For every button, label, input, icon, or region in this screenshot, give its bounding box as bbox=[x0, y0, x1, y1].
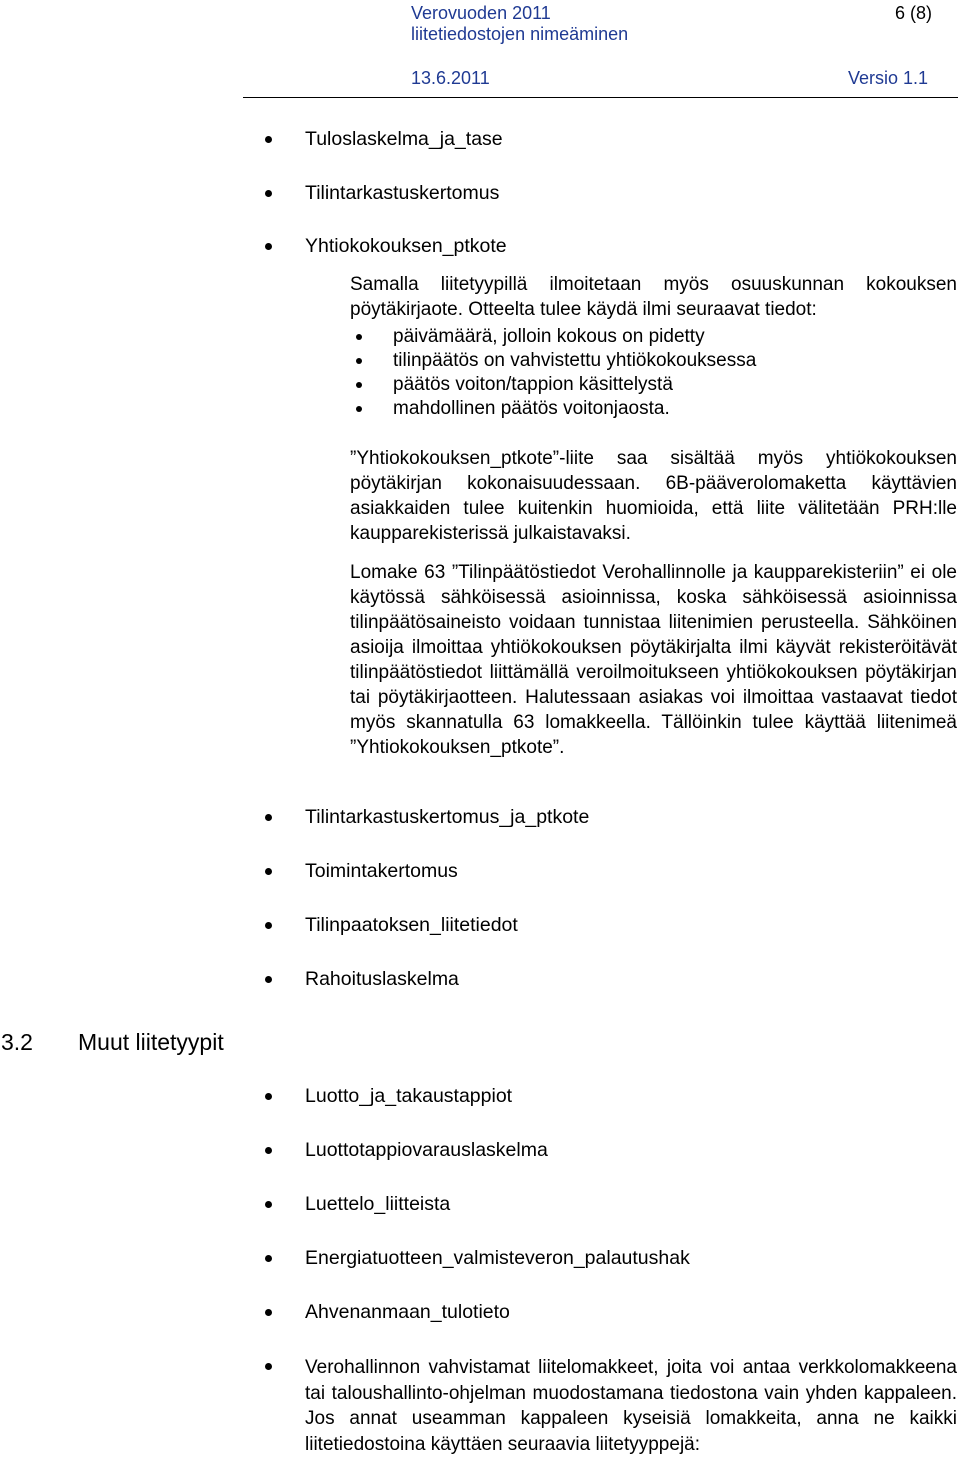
list-item: Rahoituslaskelma bbox=[305, 968, 459, 990]
sub-list-item: mahdollinen päätös voitonjaosta. bbox=[350, 397, 950, 421]
bullet-icon bbox=[356, 334, 362, 340]
list-item-paragraph: Verohallinnon vahvistamat liitelomakkeet, joita voi antaa verkkolomakkeena tai taloushallinto-ohjelman muodostamana tiedostona vain yhden kappaleen. Jos annat useamman kappaleen kyseisiä lomakkeita, anna ne kaikki liitetiedostoina käyttäen seuraavia liitetyyppejä: bbox=[305, 1357, 957, 1455]
bullet-icon bbox=[356, 358, 362, 364]
paragraph: ”Yhtiokokouksen_ptkote”-liite saa sisältää myös yhtiökokouksen pöytäkirjan kokonaisuudessaan. 6B-pääverolomaketta käyttävien asiakkaiden tulee kuitenkin huomioida, että liite välitetään PRH:lle kaupparekisterissä julkaistavaksi. bbox=[350, 448, 957, 544]
required-info-list bbox=[350, 325, 950, 421]
header-version: Versio 1.1 bbox=[848, 68, 929, 88]
list-item: Tuloslaskelma_ja_tase bbox=[305, 128, 503, 150]
sub-list-item: päivämäärä, jolloin kokous on pidetty bbox=[350, 325, 950, 349]
sub-list-item: tilinpäätös on vahvistettu yhtiökokouksessa bbox=[350, 349, 950, 373]
bullet-icon bbox=[265, 976, 272, 983]
intro-paragraph: Samalla liitetyypillä ilmoitetaan myös osuuskunnan kokouksen pöytäkirjaote. Otteelta tulee käydä ilmi seuraavat tiedot: bbox=[350, 274, 957, 320]
header-divider bbox=[243, 97, 958, 98]
list-item: Tilinpaatoksen_liitetiedot bbox=[305, 914, 518, 936]
paragraph: Lomake 63 ”Tilinpäätöstiedot Verohallinnolle ja kaupparekisteriin” ei ole käytössä sähköisessä asioinnissa, koska sähköisessä asioinnissa tilinpäätösaineisto voidaan tunnistaa liitenimien perusteella. Sähköinen asioija ilmoittaa yhtiökokouksen pöytäkirjalta ilmi käyvät rekisteröitävät tilinpäätöstiedot liittämällä veroilmoitukseen yhtiökokouksen pöytäkirjan tai pöytäkirjaotteen. Halutessaan asiakas voi ilmoittaa vastaavat tiedot myös skannatulla 63 lomakkeella. Tällöinkin tulee käyttää liitenimeä ”Yhtiokokouksen_ptkote”. bbox=[350, 562, 957, 758]
bullet-icon bbox=[356, 382, 362, 388]
list-item: Ahvenanmaan_tulotieto bbox=[305, 1301, 510, 1323]
bullet-icon bbox=[265, 1201, 272, 1208]
header-subtitle: liitetiedostojen nimeäminen bbox=[411, 24, 629, 44]
list-item: Luettelo_liitteista bbox=[305, 1193, 451, 1215]
list-item: Tilintarkastuskertomus_ja_ptkote bbox=[305, 806, 590, 828]
section-title: Muut liitetyypit bbox=[78, 1029, 224, 1055]
header-date: 13.6.2011 bbox=[411, 68, 490, 88]
bullet-icon bbox=[265, 136, 272, 143]
bullet-icon bbox=[265, 1255, 272, 1262]
bullet-icon bbox=[356, 406, 362, 412]
list-item: Energiatuotteen_valmisteveron_palautushak bbox=[305, 1247, 690, 1269]
bullet-icon bbox=[265, 1147, 272, 1154]
bullet-icon bbox=[265, 1363, 272, 1370]
list-item: Luotto_ja_takaustappiot bbox=[305, 1085, 513, 1107]
bullet-icon bbox=[265, 190, 272, 197]
header-title: Verovuoden 2011 bbox=[411, 3, 551, 23]
bullet-icon bbox=[265, 1093, 272, 1100]
sub-list-item: päätös voiton/tappion käsittelystä bbox=[350, 373, 950, 397]
section-heading bbox=[1, 1027, 224, 1057]
bullet-icon bbox=[265, 814, 272, 821]
bullet-icon bbox=[265, 868, 272, 875]
list-item: Yhtiokokouksen_ptkote bbox=[305, 235, 507, 257]
section-number: 3.2 bbox=[1, 1029, 33, 1055]
list-item: Toimintakertomus bbox=[305, 860, 458, 882]
bullet-icon bbox=[265, 922, 272, 929]
list-item: Tilintarkastuskertomus bbox=[305, 182, 500, 204]
bullet-icon bbox=[265, 243, 272, 250]
bullet-icon bbox=[265, 1309, 272, 1316]
list-item: Luottotappiovarauslaskelma bbox=[305, 1139, 548, 1161]
page-number: 6 (8) bbox=[895, 3, 933, 23]
